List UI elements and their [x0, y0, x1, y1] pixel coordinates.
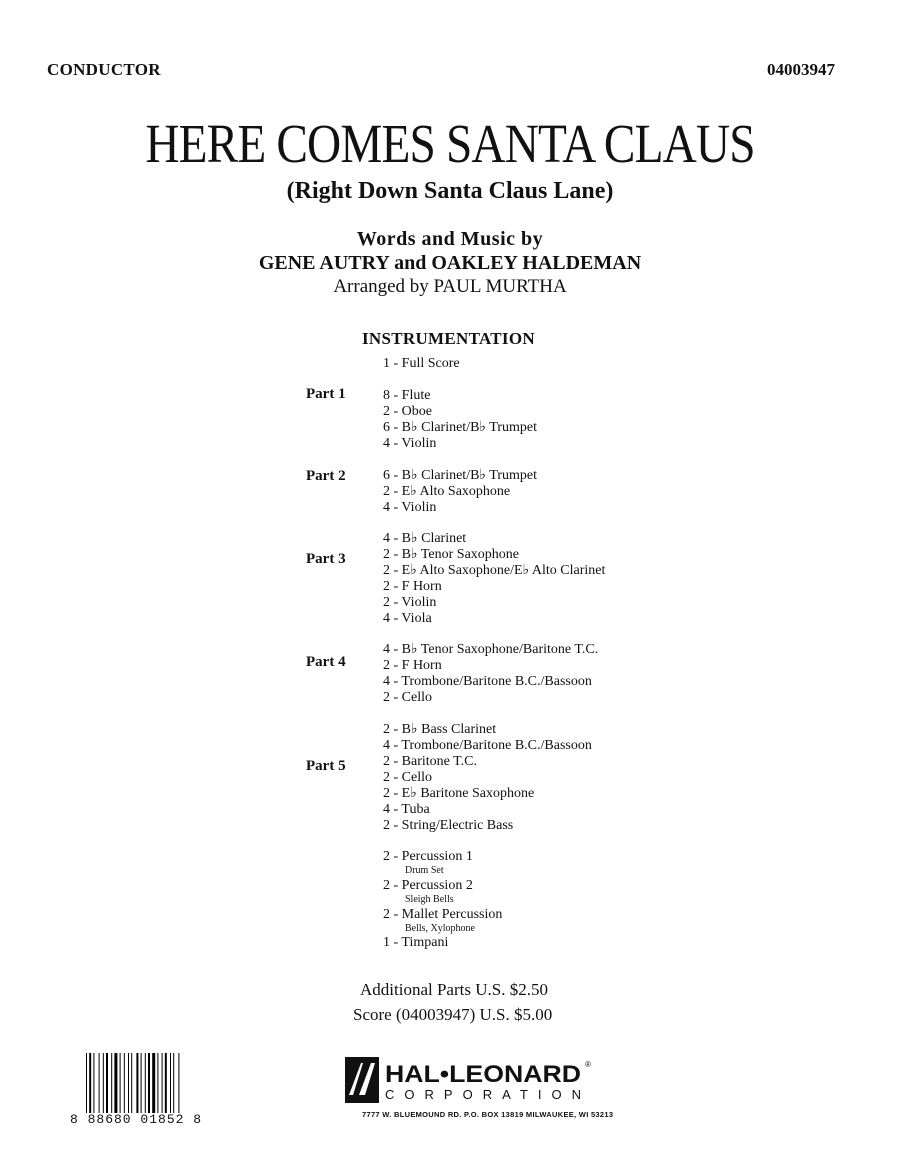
- barcode-bar: [128, 1053, 129, 1113]
- conductor-label: CONDUCTOR: [47, 60, 161, 79]
- instrument-line: 2 - E♭ Baritone Saxophone: [383, 786, 535, 801]
- barcode-bar: [86, 1053, 87, 1113]
- instrumentation-heading: INSTRUMENTATION: [362, 329, 535, 348]
- instrument-line: 2 - Cello: [383, 690, 432, 705]
- barcode-bar: [106, 1053, 108, 1113]
- instrument-line: 2 - Oboe: [383, 404, 432, 419]
- publisher-address: 7777 W. BLUEMOUND RD. P.O. BOX 13819 MILWAUKEE, WI 53213: [362, 1110, 614, 1119]
- barcode-bar: [145, 1053, 146, 1113]
- song-title: HERE COMES SANTA CLAUS: [145, 113, 755, 174]
- barcode-bar: [148, 1053, 150, 1113]
- barcode-bar: [152, 1053, 155, 1113]
- instrument-line: 6 - B♭ Clarinet/B♭ Trumpet: [383, 468, 537, 483]
- instrument-line: 4 - Violin: [383, 500, 437, 515]
- score-price: Score (04003947) U.S. $5.00: [353, 1005, 553, 1024]
- barcode-bar: [111, 1053, 112, 1113]
- barcode-bar: [103, 1053, 104, 1113]
- instrument-line: 2 - B♭ Tenor Saxophone: [383, 547, 520, 562]
- additional-parts-price: Additional Parts U.S. $2.50: [360, 980, 548, 999]
- barcode-bar: [89, 1053, 91, 1113]
- barcode-bar: [136, 1053, 138, 1113]
- instrument-line: 2 - Violin: [383, 595, 437, 610]
- instrument-note: Sleigh Bells: [405, 894, 454, 905]
- logo-name: HAL•LEONARD: [385, 1061, 581, 1088]
- instrument-line: 2 - Baritone T.C.: [383, 754, 477, 769]
- composers: GENE AUTRY and OAKLEY HALDEMAN: [258, 252, 642, 274]
- instrument-line: 2 - E♭ Alto Saxophone: [383, 484, 511, 499]
- part-label: Part 4: [306, 654, 346, 670]
- instrument-line: 4 - Tuba: [383, 802, 430, 817]
- barcode-bar: [99, 1053, 100, 1113]
- instrument-line: 2 - Cello: [383, 770, 432, 785]
- instrument-line: 4 - Viola: [383, 611, 432, 626]
- barcode-image: [84, 1053, 208, 1121]
- instrument-line: 2 - F Horn: [383, 658, 442, 673]
- part-label: Part 5: [306, 758, 346, 774]
- instrument-line: 8 - Flute: [383, 388, 431, 403]
- instrument-line: 4 - Trombone/Baritone B.C./Bassoon: [383, 738, 592, 753]
- logo-corporation: CORPORATION: [385, 1087, 581, 1102]
- arranger-credit: Arranged by PAUL MURTHA: [333, 276, 567, 297]
- barcode-bar: [162, 1053, 163, 1113]
- instrument-line: 2 - Percussion 2: [383, 878, 473, 893]
- part-label: Part 3: [306, 551, 346, 567]
- instrument-line: 2 - F Horn: [383, 579, 442, 594]
- full-score-line: 1 - Full Score: [383, 356, 460, 371]
- instrument-line: 1 - Timpani: [383, 935, 449, 950]
- catalog-number: 04003947: [767, 60, 835, 79]
- barcode-bar: [131, 1053, 132, 1113]
- barcode-digits: 8 88680 01852 8: [70, 1112, 203, 1127]
- barcode-bar: [170, 1053, 171, 1113]
- barcode-bar: [157, 1053, 158, 1113]
- song-subtitle: (Right Down Santa Claus Lane): [286, 178, 614, 204]
- barcode-bar: [124, 1053, 125, 1113]
- instrument-line: 4 - B♭ Clarinet: [383, 531, 467, 546]
- instrument-note: Drum Set: [405, 865, 444, 876]
- barcode-bar: [93, 1053, 94, 1113]
- instrument-line: 4 - Trombone/Baritone B.C./Bassoon: [383, 674, 592, 689]
- instrument-line: 6 - B♭ Clarinet/B♭ Trumpet: [383, 420, 537, 435]
- instrument-line: 2 - Mallet Percussion: [383, 907, 503, 922]
- svg-text:®: ®: [585, 1060, 591, 1069]
- instrument-line: 2 - String/Electric Bass: [383, 818, 514, 833]
- barcode-bar: [178, 1053, 179, 1113]
- instrument-line: 4 - B♭ Tenor Saxophone/Baritone T.C.: [383, 642, 599, 657]
- instrument-line: 4 - Violin: [383, 436, 437, 451]
- words-music-credit: Words and Music by: [356, 228, 544, 250]
- barcode-bar: [114, 1053, 117, 1113]
- barcode-bar: [173, 1053, 174, 1113]
- instrument-line: 2 - E♭ Alto Saxophone/E♭ Alto Clarinet: [383, 563, 606, 578]
- barcode-bar: [165, 1053, 167, 1113]
- part-label: Part 1: [306, 386, 346, 402]
- part-label: Part 2: [306, 468, 346, 484]
- barcode-bar: [120, 1053, 121, 1113]
- instrument-note: Bells, Xylophone: [405, 923, 475, 934]
- hal-leonard-logo: [345, 1055, 595, 1105]
- instrument-line: 2 - Percussion 1: [383, 849, 473, 864]
- barcode-bar: [141, 1053, 142, 1113]
- instrument-line: 2 - B♭ Bass Clarinet: [383, 722, 497, 737]
